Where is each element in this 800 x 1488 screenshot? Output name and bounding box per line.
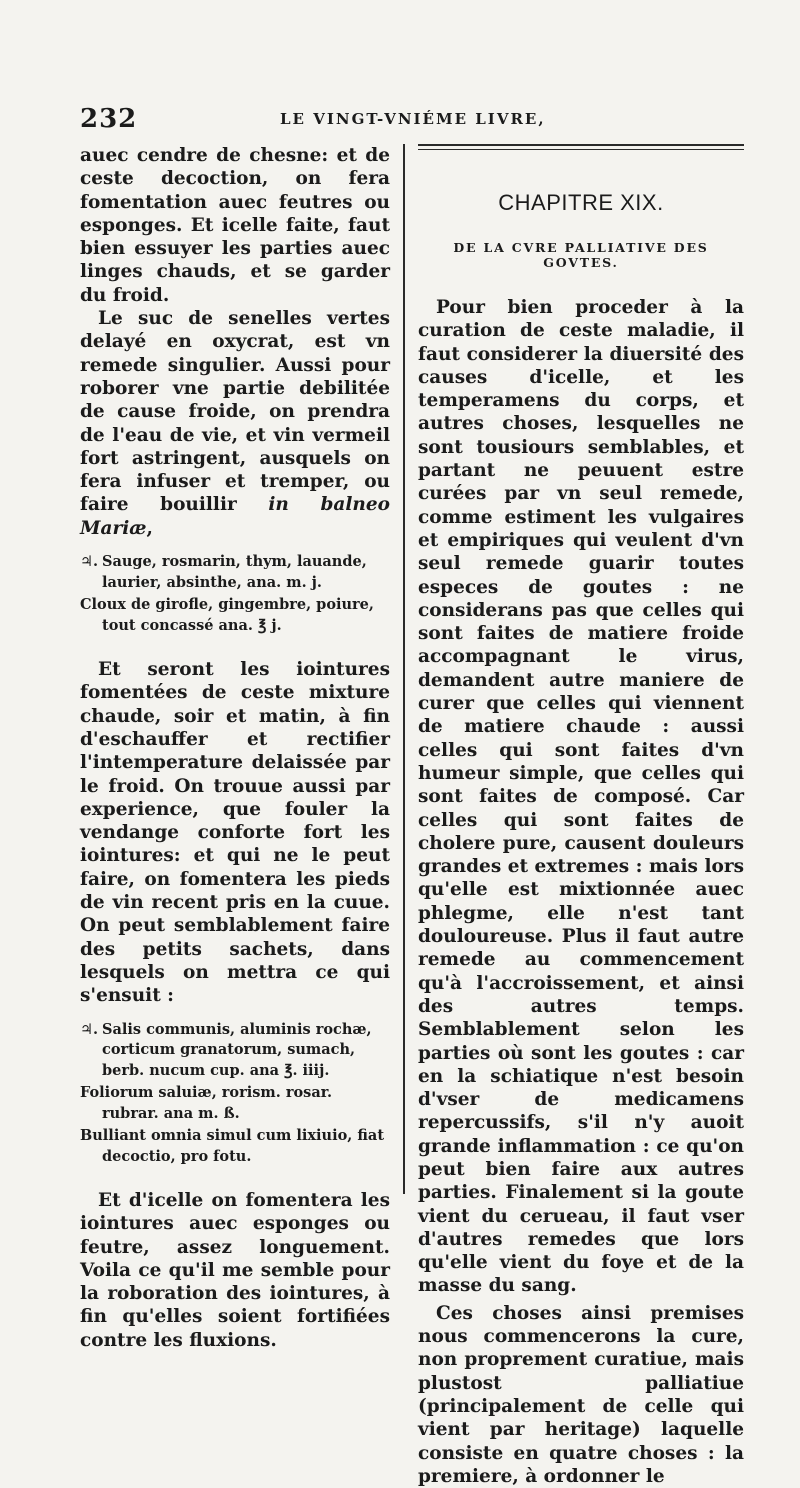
- latin-phrase: in balneo Mariæ: [80, 494, 390, 539]
- recipe-block: [80, 552, 390, 636]
- recipe-text: Salis communis, aluminis rochæ, corticum granatorum, sumach, berb. nucum cup. ana ℥. iiij.: [102, 1020, 372, 1079]
- paragraph: Et seront les iointures fomentées de ceste mixture chaude, soir et matin, à fin d'eschauffer et rectifier l'intemperature delaissée par le froid. On trouue aussi par experience, que fouler la vendange conforte fort les iointures: et qui ne le peut faire, on fomentera les pieds de vin recent pris en la cuue. On peut semblablement faire des petits sachets, dans lesquels on mettra ce qui s'ensuit :: [80, 659, 390, 1007]
- recipe-text: Sauge, rosmarin, thym, lauande, laurier, absinthe, ana. m. j.: [102, 553, 367, 591]
- paragraph: auec cendre de chesne: et de ceste decoction, on fera fomentation auec feutres ou esponges. Et icelle faite, faut bien essuyer les parties auec linges chauds, et se garder du froid.: [80, 145, 390, 306]
- recipe-block: [80, 1020, 390, 1168]
- recipe-symbol-icon: ♃.: [80, 553, 99, 571]
- paragraph: Et d'icelle on fomentera les iointures auec esponges ou feutre, assez longuement. Voila ce qu'il me semble pour la roboration des iointures, à fin qu'elles soient fortifiées contre les fluxions.: [80, 1190, 390, 1351]
- recipe-line: [80, 1020, 390, 1082]
- recipe-line: [80, 552, 390, 593]
- chapter-subtitle: DE LA CVRE PALLIATIVE DES GOVTES.: [453, 240, 709, 270]
- recipe-line: Foliorum saluiæ, rorism. rosar. rubrar. ana m. ß.: [80, 1084, 333, 1122]
- paragraph-text: Le suc de senelles vertes delayé en oxycrat, est vn remede singulier. Aussi pour roborer vne partie debilitée de cause froide, on prendra de l'eau de vie, et vin vermeil fort astringent, ausquels on fera infuser et tremper, ou faire bouillir: [80, 308, 390, 516]
- recipe-symbol-icon: ♃.: [80, 1020, 99, 1038]
- paragraph: [80, 307, 390, 540]
- chapter-title: CHAPITRE XIX.: [498, 190, 664, 215]
- page-number: 232: [80, 104, 138, 134]
- recipe-line: Cloux de girofle, gingembre, poiure, tout concassé ana. ℥ j.: [80, 596, 374, 634]
- running-title: LE VINGT-VNIÉME LIVRE,: [280, 110, 546, 128]
- recipe-line: Bulliant omnia simul cum lixiuio, fiat decoctio, pro fotu.: [80, 1127, 385, 1165]
- left-column: [80, 144, 390, 1352]
- paragraph-end: ,: [146, 517, 153, 539]
- right-column: [418, 144, 744, 1488]
- paragraph: Ces choses ainsi premises nous commencerons la cure, non proprement curatiue, mais plustost palliatiue (principalement de celle qui vient par heritage) laquelle consiste en quatre choses : la premiere, à ordonner le: [418, 1302, 744, 1487]
- paragraph: Pour bien proceder à la curation de ceste maladie, il faut considerer la diuersité des causes d'icelle, et les temperamens du corps, et autres choses, lesquelles ne sont tousiours semblables, et partant ne peuuent estre curées par vn seul remede, comme estiment les vulgaires et empiriques qui veulent d'vn seul remede guarir toutes especes de goutes : ne considerans pas que celles qui sont faites de matiere froide accompagnant le virus, demandent autre maniere de curer que celles qui viennent de matiere chaude : aussi celles qui sont faites d'vn humeur simple, que celles qui sont faites de composé. Car celles qui sont faites de cholere pure, causent douleurs grandes et extremes : mais lors qu'elle est mixtionnée auec phlegme, elle n'est tant douloureuse. Plus il faut autre remede au commencement qu'à l'accroissement, et ainsi des autres temps. Semblablement selon les parties où sont les goutes : car en la schiatique n'est besoin d'vser de medicamens repercussifs, s'il n'y auoit grande inflammation : ce qu'on peut bien faire aux autres parties. Finalement si la goute vient du cerueau, il faut vser d'autres remedes que lors qu'elle vient du foye et de la masse du sang.: [418, 297, 744, 1297]
- column-divider: [403, 144, 405, 1194]
- chapter-rule: [418, 144, 744, 150]
